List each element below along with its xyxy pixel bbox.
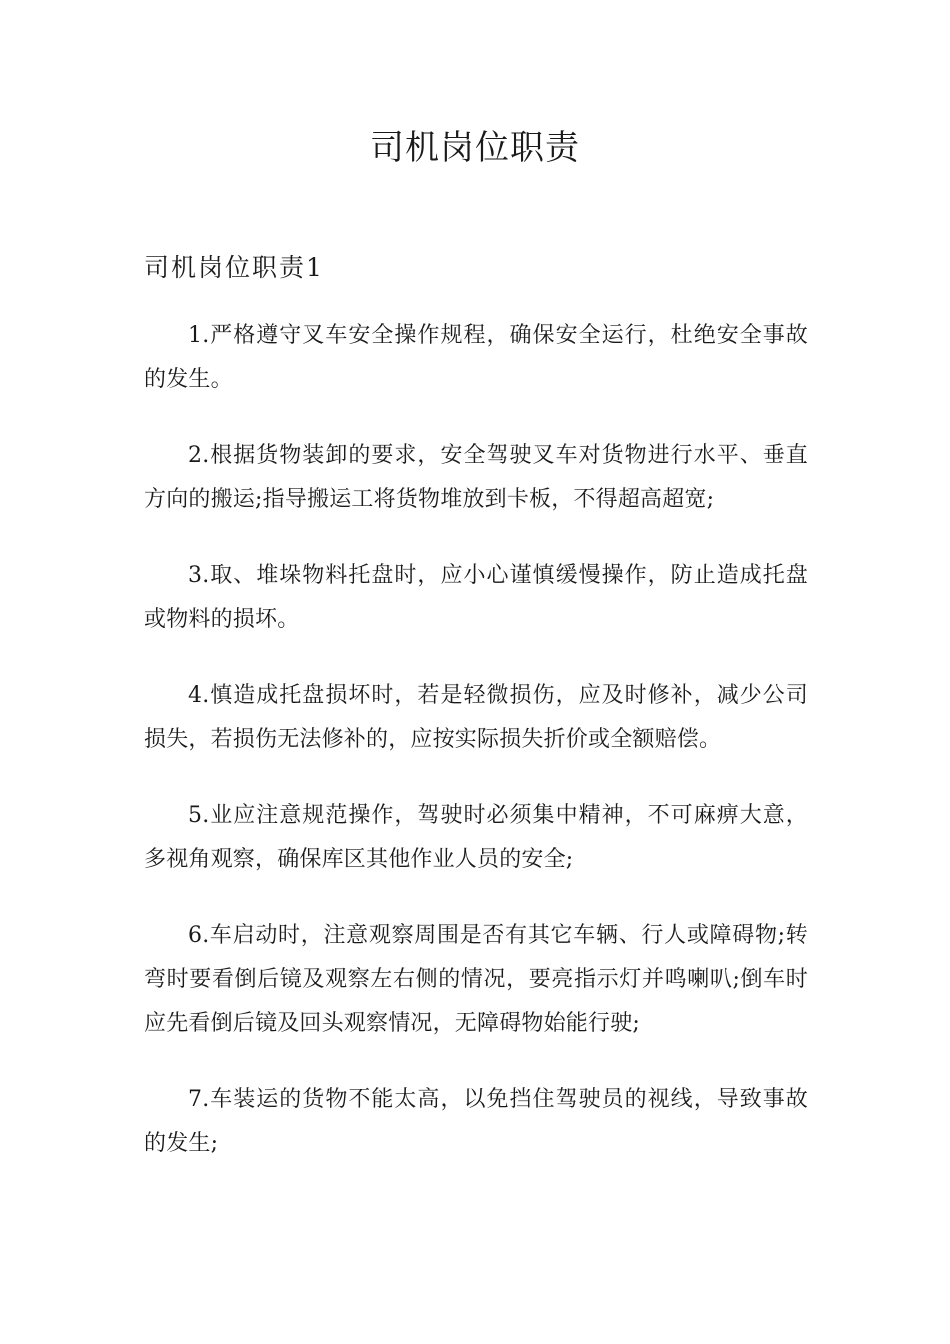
paragraph-7: 7.车装运的货物不能太高，以免挡住驾驶员的视线，导致事故的发生; <box>144 1087 808 1156</box>
section-heading: 司机岗位职责1 <box>144 253 324 282</box>
paragraph-3: 3.取、堆垛物料托盘时，应小心谨慎缓慢操作，防止造成托盘或物料的损坏。 <box>144 563 808 632</box>
paragraph-6: 6.车启动时，注意观察周围是否有其它车辆、行人或障碍物;转弯时要看倒后镜及观察左右侧的情况，要亮指示灯并鸣喇叭;倒车时应先看倒后镜及回头观察情况，无障碍物始能行驶; <box>144 923 808 1036</box>
paragraph-5: 5.业应注意规范操作，驾驶时必须集中精神，不可麻痹大意，多视角观察，确保库区其他作业人员的安全; <box>144 803 808 872</box>
paragraph-1: 1.严格遵守叉车安全操作规程，确保安全运行，杜绝安全事故的发生。 <box>144 323 808 392</box>
paragraph-2: 2.根据货物装卸的要求，安全驾驶叉车对货物进行水平、垂直方向的搬运;指导搬运工将货物堆放到卡板，不得超高超宽; <box>144 443 808 512</box>
document-title: 司机岗位职责 <box>370 128 580 168</box>
paragraph-4: 4.慎造成托盘损坏时，若是轻微损伤，应及时修补，减少公司损失，若损伤无法修补的，应按实际损失折价或全额赔偿。 <box>144 683 808 752</box>
document-body <box>144 314 808 1198</box>
